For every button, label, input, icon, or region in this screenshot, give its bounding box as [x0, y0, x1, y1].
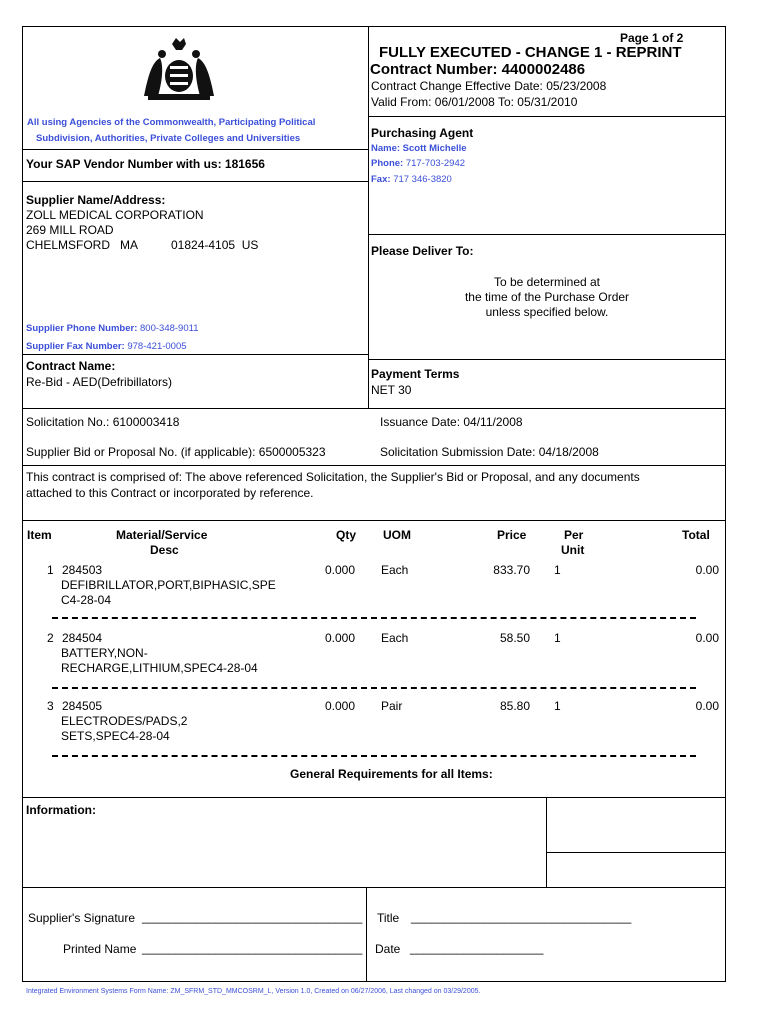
rule-vendor-top [22, 149, 368, 150]
rule-payment-top [368, 359, 726, 360]
rule-comprised-top [22, 465, 726, 466]
row-code: 284503 [62, 563, 103, 577]
supplier-signature-field[interactable]: _________________________________ [142, 910, 363, 924]
row-uom: Each [381, 563, 409, 577]
valid-dates: Valid From: 06/01/2008 To: 05/31/2010 [371, 95, 578, 109]
deliver-line-3: unless specified below. [485, 305, 609, 319]
deliver-line-1: To be determined at [493, 275, 601, 289]
title-field[interactable]: _________________________________ [411, 910, 632, 924]
agencies-line-1: All using Agencies of the Commonwealth, Participating Political [27, 117, 316, 128]
row-total: 0.00 [695, 631, 719, 645]
information-heading: Information: [26, 803, 96, 817]
row-uom: Each [381, 631, 409, 645]
rule-signature-top [22, 887, 726, 888]
printed-name-field[interactable]: _________________________________ [142, 941, 363, 955]
rule-information-top [22, 797, 726, 798]
comprised-line-1: This contract is comprised of: The above referenced Solicitation, the Supplier's Bid or Proposal, and any documents [26, 470, 640, 484]
supplier-signature-label: Supplier's Signature [28, 911, 136, 925]
deliver-line-2: the time of the Purchase Order [464, 290, 630, 304]
agent-name: Name: Scott Michelle [371, 143, 467, 154]
col-item: Item [27, 528, 52, 542]
bid-proposal-number: Supplier Bid or Proposal No. (if applicable): 6500005323 [26, 445, 326, 459]
table-row [0, 563, 770, 613]
row-desc-1: ELECTRODES/PADS,2 [61, 714, 188, 728]
col-total: Total [682, 528, 710, 542]
table-row [0, 631, 770, 681]
supplier-street: 269 MILL ROAD [26, 223, 114, 237]
supplier-name: ZOLL MEDICAL CORPORATION [26, 208, 204, 222]
row-qty: 0.000 [325, 699, 356, 713]
date-label: Date [375, 942, 401, 956]
row-per-unit: 1 [554, 699, 561, 713]
row-number: 2 [47, 631, 54, 645]
border-left [22, 26, 23, 982]
rule-contract-top [22, 354, 368, 355]
change-effective-date: Contract Change Effective Date: 05/23/2008 [371, 79, 607, 93]
page-title: FULLY EXECUTED - CHANGE 1 - REPRINT [379, 44, 682, 61]
form-footer: Integrated Environment Systems Form Name: ZM_SFRM_STD_MMCOSRM_L, Version 1.0, Created on 06/27/2006, Last changed on 03/29/2005. [26, 988, 481, 995]
row-desc-2: C4-28-04 [61, 593, 112, 607]
row-price: 58.50 [499, 631, 530, 645]
contract-name-heading: Contract Name: [26, 359, 116, 373]
supplier-zip: 01824-4105 US [171, 238, 259, 252]
col-desc: Desc [150, 543, 179, 557]
rule-information-sub [546, 852, 726, 853]
row-desc-2: SETS,SPEC4-28-04 [61, 729, 170, 743]
row-total: 0.00 [695, 563, 719, 577]
row-separator [52, 687, 696, 689]
row-number: 1 [47, 563, 54, 577]
row-desc-1: DEFIBRILLATOR,PORT,BIPHASIC,SPE [61, 578, 276, 592]
rule-deliver-top [368, 234, 726, 235]
rule-vendor-bottom [22, 181, 368, 182]
rule-signature-divider [366, 887, 367, 982]
rule-agent-top [368, 116, 726, 117]
row-per-unit: 1 [554, 563, 561, 577]
purchasing-agent-heading: Purchasing Agent [371, 126, 474, 140]
row-uom: Pair [381, 699, 403, 713]
supplier-fax: Supplier Fax Number: 978-421-0005 [26, 341, 187, 352]
col-uom: UOM [383, 528, 411, 542]
issuance-date: Issuance Date: 04/11/2008 [380, 415, 523, 429]
row-separator [52, 617, 696, 619]
date-field[interactable]: ____________________ [410, 941, 544, 955]
contract-name: Re-Bid - AED(Defribillators) [26, 375, 173, 389]
contract-number: Contract Number: 4400002486 [370, 61, 586, 78]
supplier-city: CHELMSFORD MA [26, 238, 139, 252]
rule-solicitation-top [22, 408, 726, 409]
border-right [725, 26, 726, 982]
rule-table-top [22, 520, 726, 521]
rule-information-divider [546, 797, 547, 887]
row-desc-2: RECHARGE,LITHIUM,SPEC4-28-04 [61, 661, 258, 675]
sap-vendor-number: Your SAP Vendor Number with us: 181656 [26, 157, 265, 171]
col-unit: Unit [561, 543, 585, 557]
border-bottom [22, 981, 726, 982]
row-code: 284504 [62, 631, 103, 645]
supplier-heading: Supplier Name/Address: [26, 193, 166, 207]
agent-phone: Phone: 717-703-2942 [371, 158, 466, 169]
payment-terms: NET 30 [371, 383, 412, 397]
pennsylvania-seal-icon [138, 36, 220, 102]
payment-terms-heading: Payment Terms [371, 367, 460, 381]
col-material: Material/Service [116, 528, 208, 542]
solicitation-number: Solicitation No.: 6100003418 [26, 415, 180, 429]
row-code: 284505 [62, 699, 103, 713]
row-per-unit: 1 [554, 631, 561, 645]
title-label: Title [377, 911, 400, 925]
row-separator [52, 755, 696, 757]
border-top [22, 26, 726, 27]
deliver-to-heading: Please Deliver To: [371, 244, 474, 258]
middle-divider [368, 26, 369, 409]
printed-name-label: Printed Name [63, 942, 137, 956]
row-qty: 0.000 [325, 631, 356, 645]
agent-fax: Fax: 717 346-3820 [371, 174, 452, 185]
page-number: Page 1 of 2 [620, 31, 684, 45]
table-row [0, 699, 770, 749]
comprised-line-2: attached to this Contract or incorporated by reference. [26, 486, 314, 500]
row-price: 833.70 [493, 563, 530, 577]
col-per: Per [564, 528, 584, 542]
submission-date: Solicitation Submission Date: 04/18/2008 [380, 445, 599, 459]
col-price: Price [497, 528, 527, 542]
row-desc-1: BATTERY,NON- [61, 646, 148, 660]
agencies-line-2: Subdivision, Authorities, Private Colleges and Universities [36, 133, 301, 144]
row-qty: 0.000 [325, 563, 356, 577]
supplier-phone: Supplier Phone Number: 800-348-9011 [26, 323, 199, 334]
row-price: 85.80 [499, 699, 530, 713]
row-total: 0.00 [695, 699, 719, 713]
general-requirements: General Requirements for all Items: [290, 767, 493, 781]
row-number: 3 [47, 699, 54, 713]
col-qty: Qty [336, 528, 357, 542]
